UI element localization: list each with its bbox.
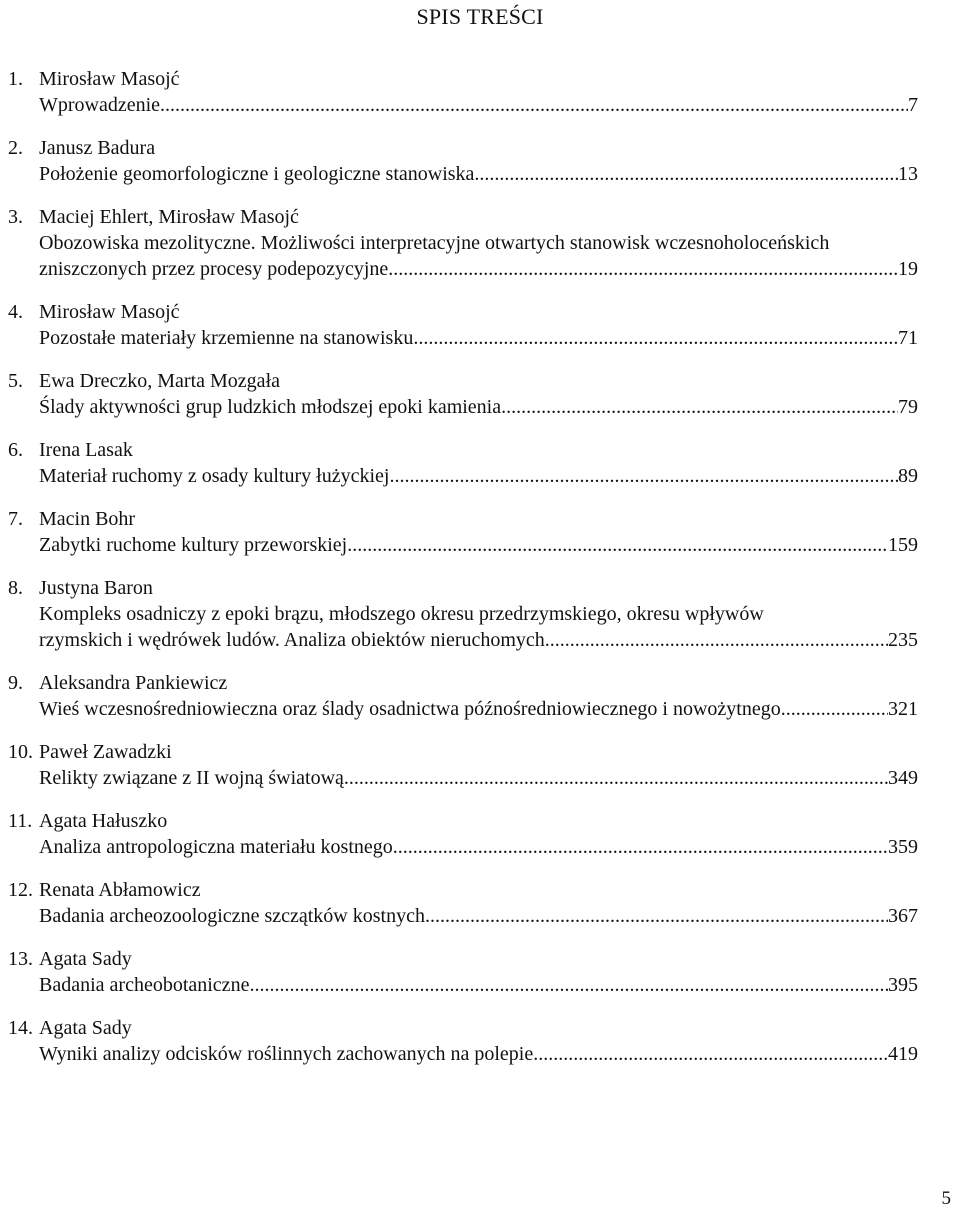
toc-entry — [0, 739, 960, 791]
toc-entry — [0, 368, 960, 420]
toc-entry-title-line: Obozowiska mezolityczne. Możliwości interpretacyjne otwartych stanowisk wczesnoholoceńskich — [39, 232, 830, 254]
toc-entry-number: 13. — [8, 948, 33, 970]
toc-entry-author: Agata Sady — [39, 948, 132, 970]
toc-entry-title: Wyniki analizy odcisków roślinnych zachowanych na polepie — [39, 1043, 534, 1065]
toc-entry — [0, 670, 960, 722]
toc-entry-page: 235 — [888, 629, 918, 651]
toc-entry-title-row — [0, 903, 918, 929]
toc-entry-title: Położenie geomorfologiczne i geologiczne stanowiska — [39, 163, 475, 185]
dot-leader — [413, 325, 898, 351]
toc-entry — [0, 1015, 960, 1067]
toc-entry-title-row — [0, 532, 918, 558]
toc-entry-title-row — [0, 696, 918, 722]
toc-entry-page: 71 — [898, 327, 918, 349]
toc-entry-page: 79 — [898, 396, 918, 418]
toc-entry-page: 19 — [898, 258, 918, 280]
toc-entry-author: Mirosław Masojć — [39, 68, 180, 90]
dot-leader — [347, 532, 888, 558]
toc-entry-title-row — [0, 256, 918, 282]
toc-entry-title-row — [0, 161, 918, 187]
dot-leader — [501, 394, 898, 420]
toc-entry-page: 89 — [898, 465, 918, 487]
toc-entry-author: Mirosław Masojć — [39, 301, 180, 323]
dot-leader — [389, 463, 898, 489]
toc-entry-author: Agata Sady — [39, 1017, 132, 1039]
table-of-contents — [0, 66, 960, 1084]
toc-entry-number: 8. — [8, 577, 23, 599]
toc-entry-title: Analiza antropologiczna materiału kostnego — [39, 836, 393, 858]
toc-entry — [0, 66, 960, 118]
dot-leader — [393, 834, 888, 860]
toc-entry-title: Wieś wczesnośredniowieczna oraz ślady osadnictwa późnośredniowiecznego i nowożytnego — [39, 698, 781, 720]
toc-entry-page: 159 — [888, 534, 918, 556]
toc-entry-author: Janusz Badura — [39, 137, 156, 159]
toc-entry — [0, 437, 960, 489]
toc-entry-author: Paweł Zawadzki — [39, 741, 172, 763]
toc-entry-page: 395 — [888, 974, 918, 996]
toc-entry-title-line: Kompleks osadniczy z epoki brązu, młodszego okresu przedrzymskiego, okresu wpływów — [39, 603, 764, 625]
dot-leader — [533, 1041, 888, 1067]
toc-entry-title-row — [0, 1041, 918, 1067]
toc-entry-title-row — [0, 972, 918, 998]
toc-entry-title: Materiał ruchomy z osady kultury łużyckiej — [39, 465, 390, 487]
toc-entry-page: 13 — [898, 163, 918, 185]
toc-entry-page: 359 — [888, 836, 918, 858]
dot-leader — [393, 256, 898, 282]
toc-entry-number: 6. — [8, 439, 23, 461]
toc-entry-title-row — [0, 834, 918, 860]
toc-entry-author: Aleksandra Pankiewicz — [39, 672, 228, 694]
toc-entry-number: 9. — [8, 672, 23, 694]
toc-entry-page: 321 — [888, 698, 918, 720]
toc-entry-title-row — [0, 394, 918, 420]
dot-leader — [160, 92, 908, 118]
toc-entry-title-row — [0, 765, 918, 791]
toc-entry-page: 367 — [888, 905, 918, 927]
toc-entry-page: 349 — [888, 767, 918, 789]
toc-entry-title: rzymskich i wędrówek ludów. Analiza obiektów nieruchomych — [39, 629, 545, 651]
toc-entry-number: 12. — [8, 879, 33, 901]
toc-entry-author: Ewa Dreczko, Marta Mozgała — [39, 370, 280, 392]
toc-entry — [0, 575, 960, 653]
dot-leader — [545, 627, 888, 653]
toc-entry-author: Renata Abłamowicz — [39, 879, 201, 901]
page-number: 5 — [941, 1188, 951, 1209]
dot-leader — [781, 696, 888, 722]
toc-entry-number: 14. — [8, 1017, 33, 1039]
toc-entry-title-row — [0, 92, 918, 118]
dot-leader — [474, 161, 898, 187]
toc-entry-title: Relikty związane z II wojną światową — [39, 767, 344, 789]
toc-entry-number: 3. — [8, 206, 23, 228]
toc-entry-author: Justyna Baron — [39, 577, 153, 599]
toc-entry-author: Agata Hałuszko — [39, 810, 168, 832]
toc-entry-title: Wprowadzenie — [39, 94, 161, 116]
toc-entry-title-row — [0, 627, 918, 653]
toc-entry-author: Irena Lasak — [39, 439, 133, 461]
toc-entry-title: Pozostałe materiały krzemienne na stanowisku — [39, 327, 414, 349]
page-title: SPIS TREŚCI — [416, 4, 544, 29]
dot-leader — [249, 972, 888, 998]
dot-leader — [344, 765, 888, 791]
toc-entry-number: 1. — [8, 68, 23, 90]
toc-entry-number: 5. — [8, 370, 23, 392]
toc-entry-number: 2. — [8, 137, 23, 159]
toc-entry-title: zniszczonych przez procesy podepozycyjne. — [39, 258, 394, 280]
toc-entry-author: Macin Bohr — [39, 508, 136, 530]
toc-entry-number: 7. — [8, 508, 23, 530]
dot-leader — [425, 903, 888, 929]
toc-entry — [0, 204, 960, 282]
toc-entry — [0, 135, 960, 187]
toc-entry-page: 419 — [888, 1043, 918, 1065]
toc-entry — [0, 946, 960, 998]
toc-entry — [0, 877, 960, 929]
toc-entry-title-row — [0, 325, 918, 351]
toc-entry-page: 7 — [908, 94, 918, 116]
toc-entry-title: Ślady aktywności grup ludzkich młodszej epoki kamienia — [39, 396, 502, 418]
toc-entry-author: Maciej Ehlert, Mirosław Masojć — [39, 206, 299, 228]
toc-entry-title: Badania archeobotaniczne — [39, 974, 250, 996]
toc-entry-title: Badania archeozoologiczne szczątków kostnych — [39, 905, 425, 927]
toc-entry-number: 11. — [8, 810, 33, 832]
toc-entry-title-row — [0, 463, 918, 489]
toc-entry — [0, 299, 960, 351]
toc-entry-title: Zabytki ruchome kultury przeworskiej — [39, 534, 348, 556]
toc-entry — [0, 506, 960, 558]
toc-entry-number: 4. — [8, 301, 23, 323]
toc-entry — [0, 808, 960, 860]
toc-entry-number: 10. — [8, 741, 33, 763]
